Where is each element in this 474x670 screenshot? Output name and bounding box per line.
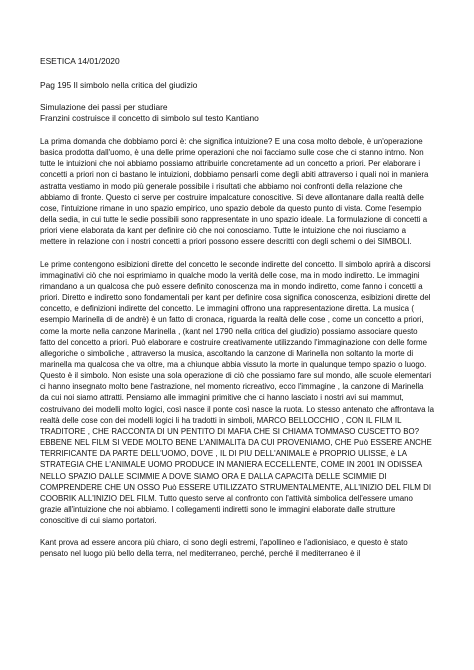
page-reference: Pag 195 Il simbolo nella critica del giudizio [40,80,198,90]
paragraph-kant: Kant prova ad essere ancora più chiaro, ci sono degli estremi, l'apollineo e l'adionisiaco, e questo è stato pensato nel luogo più bello della terra, nel mediterraneo, perché, perché il mediterraneo è il [40,538,408,559]
paragraph-intuizione: La prima domanda che dobbiamo porci è: che significa intuizione? E una cosa molto debole, è un'operazione basica prodotta dall'uomo, è una delle prime operazioni che noi facciamo sulle cose che ci stanno intrno. Non tutte le intuizioni che noi abbiamo possiamo attribuirle concretamente ad un concetto a priori. Per elaborare i concetti a priori non ci bastano le intuizioni, dobbiamo pensarli come degli abiti attraverso i quali noi in maniera astratta vestiamo in modo più generale possibile i risultati che abbiamo noi confronti della relazione che abbiamo di fronte. Questo ci serve per costruire impalcature conoscitive. Si deve allontanare dalla realtà delle cose, l'intuizione rimane in uno spazio empirico, uno spazio debole da questo punto di vista. Come l'esempio della sedia, in cui tutte le sedie possibili sono rappresentate in uno spazio ideale. La formulazione di concetti a priori viene elaborata da kant per definire ciò che noi conosciamo. Tutte le intuizione che noi riusciamo a mettere in relazione con i nostri concetti a priori possono essere descritti con degli schemi o dei SIMBOLI. [40,137,429,247]
simulation-line: Simulazione dei passi per studiare [40,102,168,112]
paragraph-simbolo: Le prime contengono esibizioni dirette del concetto le seconde indirette del concetto. Il simbolo aprirà a discorsi immaginativi ciò che noi esprimiamo in qualche modo la verità delle cose, ma in modo indiretto. Le immagini rimandano a un qualcosa che può essere definito conoscenza ma in mondo indiretto, come fanno i concetti a priori. Diretto e indiretto sono fondamentali per kant per definire cosa significa conoscenza, esibizioni dirette del concetto, e definizioni indirette del concetto. Le immagini offrono una rappresentazione diretta. La musica ( esempio Marinella di de andrè) è un fatto di cronaca, riguarda la realtà delle cose , come un concetto a priori, come la morte nella canzone Marinella , (kant nel 1790 nella critica del giudizio) possiamo associare questo fatto del concetto a priori. Può elaborare e costruire creativamente utilizzando l'immaginazione con delle forme allegoriche o simboliche , attraverso la musica, ascoltando la canzone di Marinella non soltanto la morte di marinella ma qualcosa che va oltre, ma a chiunque abbia vissuto la morte in qualunque tempo spazio o luogo. Questo è il simbolo. Non esiste una sola operazione di ciò che possiamo fare sul mondo, alle scuole elementari ci hanno insegnato molto bene l'astrazione, nel momento ricreativo, ecco l'immagine , la canzone di Marinella da cui noi siamo attratti. Pensiamo alle immagini primitive che ci hanno lasciato i nostri avi sui mammut, costruivano dei modelli molto logici, così nasce il ponte così nasce la ruota. Lo stesso antenato che affrontava la realtà delle cose con dei modelli logici li ha tradotti in simboli, MARCO BELLOCCHIO , CON IL FILM IL TRADITORE , CHE RACCONTA DI UN PENTITO DI MAFIA CHE SI CHIAMA TOMMASO CUSCETTO BO? EBBENE NEL FILM SI VEDE MOLTO BENE L'ANIMALITà DA CUI PROVENIAMO, CHE Può ESSERE ANCHE TERRIFICANTE DA PARTE DELL'UOMO, DOVE , IL DI PIU DELL'ANIMALE è PROPRIO ULISSE, è LA STRATEGIA CHE L'ANIMALE UOMO PRODUCE IN MANIERA ECCELLENTE, COME IN 2001 IN ODISSEA NELLO SPAZIO DALLE SCIMMIE A DOVE SIAMO ORA E DALLA CAPACITà DELLE SCIMMIE DI COMPRENDERE CHE UN OSSO Può ESSERE UTILIZZATO STRUMENTALMENTE, ALL'INIZIO DEL FILM DI COOBRIK ALL'INIZIO DEL FILM. Tutto questo serve al confronto con l'attività simbolica dell'essere umano grazie all'intuizione che noi abbiamo. I collegamenti indiretti sono le immagini elaborate dalle strutture conoscitive di cui siamo portatori. [40,259,434,526]
franzini-line: Franzini costruisce il concetto di simbolo sul testo Kantiano [40,113,259,123]
document-date: ESETICA 14/01/2020 [40,56,120,66]
